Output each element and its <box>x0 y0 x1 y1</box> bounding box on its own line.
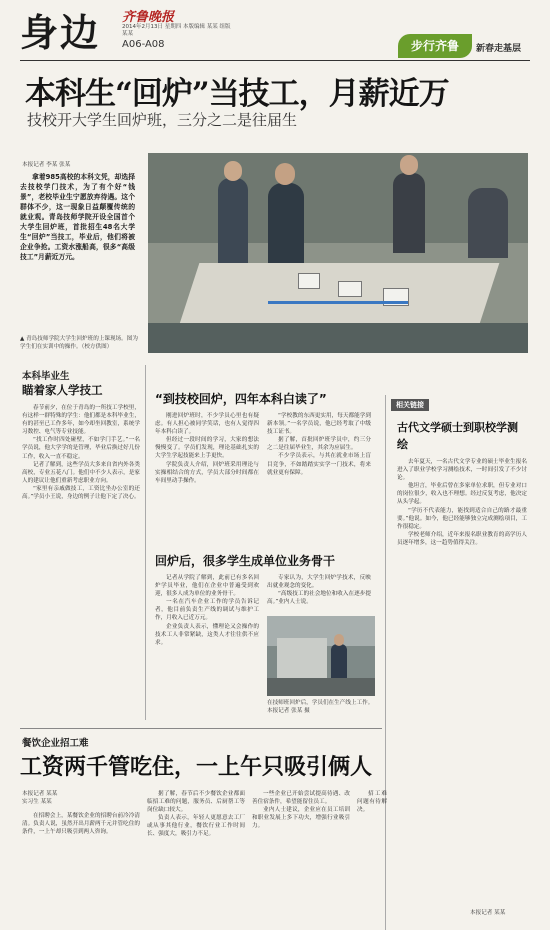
bottom-paragraph: 在招聘会上，某餐饮企业的招聘台前冷冷清清。负责人说，虽然开出月薪两千元并管吃住的条件，一上午却只吸引到两人咨询。 <box>22 813 140 836</box>
bottom-paragraph: 一些企业已开始尝试提高待遇、改善住宿条件，希望能留住员工。 <box>252 791 350 806</box>
middle-lower-col1 <box>155 574 259 647</box>
column-subtitle: 新春走基层 <box>476 44 522 54</box>
middle-paragraph: 企业负责人表示，懂理论又会操作的技术工人非常紧缺，这类人才往往供不应求。 <box>155 623 259 646</box>
middle-upper-col2 <box>267 412 371 477</box>
right-paragraph: 他坦言，毕业后曾在多家单位求职，但专业对口的岗位很少，收入也不理想。经过反复考虑，他决定从头学起。 <box>397 483 527 506</box>
section-name: 身边 <box>20 10 101 55</box>
right-paragraph: “学历不代表能力，能找到适合自己的路才最重要。”他说。如今，他已经能够独立完成测绘项目，工作很稳定。 <box>397 507 527 530</box>
main-photo <box>148 153 528 353</box>
bottom-body-col3 <box>252 790 350 830</box>
bottom-byline: 实习生 某某 <box>22 799 52 805</box>
bottom-kicker: 餐饮企业招工难 <box>22 738 89 749</box>
bottom-body-col2 <box>147 790 245 839</box>
masthead-logo: 齐鲁晚报 <box>122 10 175 25</box>
right-paragraph: 学校老师介绍，近年来报名职业教育的高学历人员逐年增多，这一趋势值得关注。 <box>397 531 527 546</box>
left-body <box>22 404 140 501</box>
right-column-divider <box>385 395 386 930</box>
factory-photo <box>267 616 375 696</box>
right-body <box>397 458 527 547</box>
main-headline: 本科生“回炉”当技工，月薪近万 <box>25 76 449 112</box>
column-divider <box>145 365 146 720</box>
middle-paragraph: “学校教的东西更实用，每天都能学到新本领。”一名学员说，他已经考取了中级技工证书。 <box>267 413 371 436</box>
middle-lower-col2 <box>267 574 371 606</box>
bottom-rule <box>20 728 382 729</box>
left-paragraph: 春节前夕，在位于青岛的一所技工学校里，有这样一群特殊的学生：他们都是本科毕业生，有的甚至已工作多年，如今却坐回教室，系统学习数控、电气等专业技能。 <box>22 405 140 436</box>
middle-paragraph: 专家认为，大学生回炉学技术，反映出就业观念的变化。 <box>267 575 371 590</box>
middle-paragraph: 据了解，首批回炉班学员中，约三分之二是往届毕业生，其余为应届生。 <box>267 437 371 452</box>
intro-text: 拿着985高校的本科文凭，却选择去技校学门技术，为了有个好“钱景”，老校毕业生宁愿放弃待遇。这个群体不少，这一现象日益颠覆传统的就业观。青岛技师学院开设全国首个大学生回炉班，首批招生48名大学生“回炉”当技工，毕业后，他们将被企业争抢。工资水涨船高，很多“高级技工”月薪近万元。 <box>20 173 135 261</box>
left-kicker: 本科毕业生 <box>22 371 70 382</box>
column-logo: 步行齐鲁 <box>398 34 472 58</box>
left-paragraph: “家里有亲戚做技工，工资比坐办公室的还高。”学员小王说，身边的例子让他下定了决心。 <box>22 485 140 501</box>
bottom-paragraph: 负责人表示，年轻人更愿意去工厂或从事其他行业，餐饮行业工作时间长、强度大，吸引力不足。 <box>147 815 245 838</box>
left-headline: 瞄着家人学技工 <box>22 383 103 397</box>
middle-paragraph: 刚进回炉班时，不少学员心里也有疑虑。有人担心被同学笑话，也有人觉得四年本科白读了。 <box>155 413 259 436</box>
left-paragraph: “找工作时四处碰壁，不如学门手艺。”一名学员说，他大学学的是管理，毕业后换过好几份工作，收入一直不稳定。 <box>22 437 140 460</box>
middle-paragraph: “高级技工的社会地位和收入在逐步提高。”业内人士说。 <box>267 591 371 606</box>
intro-box <box>20 172 135 262</box>
bottom-paragraph: 招工难问题有待解决。 <box>357 791 387 814</box>
middle-paragraph: 一名在汽车企业工作的学员告诉记者，他目前负责生产线的调试与维护工作，月收入已近万元。 <box>155 599 259 622</box>
middle-paragraph: 不少学员表示，与其在就业市场上盲目竞争，不如踏踏实实学一门技术，将来就业更有保障。 <box>267 453 371 476</box>
left-paragraph: 记者了解到，这些学员大多来自省内外各类高校，专业五花八门。他们中不少人表示，是家人的建议让他们重新考虑职业方向。 <box>22 461 140 484</box>
bottom-body-col4 <box>357 790 387 814</box>
middle-paragraph: 学院负责人介绍，回炉班采用理论与实操相结合的方式，学员大部分时间都在车间里动手操作。 <box>155 461 259 484</box>
middle-upper-col1 <box>155 412 259 485</box>
issue-line: 2014年2月13日 星期四 本版编辑 某某 组版 某某 <box>122 24 231 37</box>
page-range: A06-A08 <box>122 39 165 50</box>
main-byline: 本报记者 李某 张某 <box>22 162 71 168</box>
right-paragraph: 去年夏天，一名古代文学专业的硕士毕业生报名进入了职业学校学习测绘技术，一时间引发了不少讨论。 <box>397 459 527 482</box>
bottom-paragraph: 据了解，春节后不少餐饮企业都面临招工难的问题，服务员、后厨帮工等岗位缺口较大。 <box>147 791 245 814</box>
right-headline: 古代文学硕士到职校学测绘 <box>397 421 518 451</box>
bottom-paragraph: 业内人士建议，企业应在员工培训和职业发展上多下功夫，增强行业吸引力。 <box>252 807 350 830</box>
factory-photo-caption: 在技师班回炉后，学员们在生产线上工作。本报记者 张某 摄 <box>267 700 374 714</box>
bottom-headline: 工资两千管吃住，一上午只吸引俩人 <box>20 755 373 780</box>
related-link-label: 相关链接 <box>391 399 429 411</box>
bottom-byline: 本报记者 某某 <box>22 791 58 797</box>
middle-upper-headline: “到技校回炉，四年本科白读了” <box>155 392 327 406</box>
middle-lower-headline: 回炉后，很多学生成单位业务骨干 <box>155 554 336 568</box>
middle-paragraph: 但经过一段时间的学习，大家的想法慢慢变了。学员们发现，理论基础扎实的大学生学起技能来上手更快。 <box>155 437 259 460</box>
main-photo-caption: ▲ 青岛技师学院大学生回炉班的上课现场。图为学生们在实训中的操作。（校方供图） <box>20 336 138 350</box>
sub-headline: 技校开大学生回炉班，三分之二是往届生 <box>27 111 298 129</box>
header-rule <box>20 60 530 61</box>
right-credit: 本报记者 某某 <box>470 910 506 916</box>
middle-paragraph: 记者从学院了解到，此前已有多名回炉学员毕业，他们在企业中普遍受到欢迎，很多人成为单位的业务骨干。 <box>155 575 259 598</box>
bottom-body-col1 <box>22 812 140 836</box>
